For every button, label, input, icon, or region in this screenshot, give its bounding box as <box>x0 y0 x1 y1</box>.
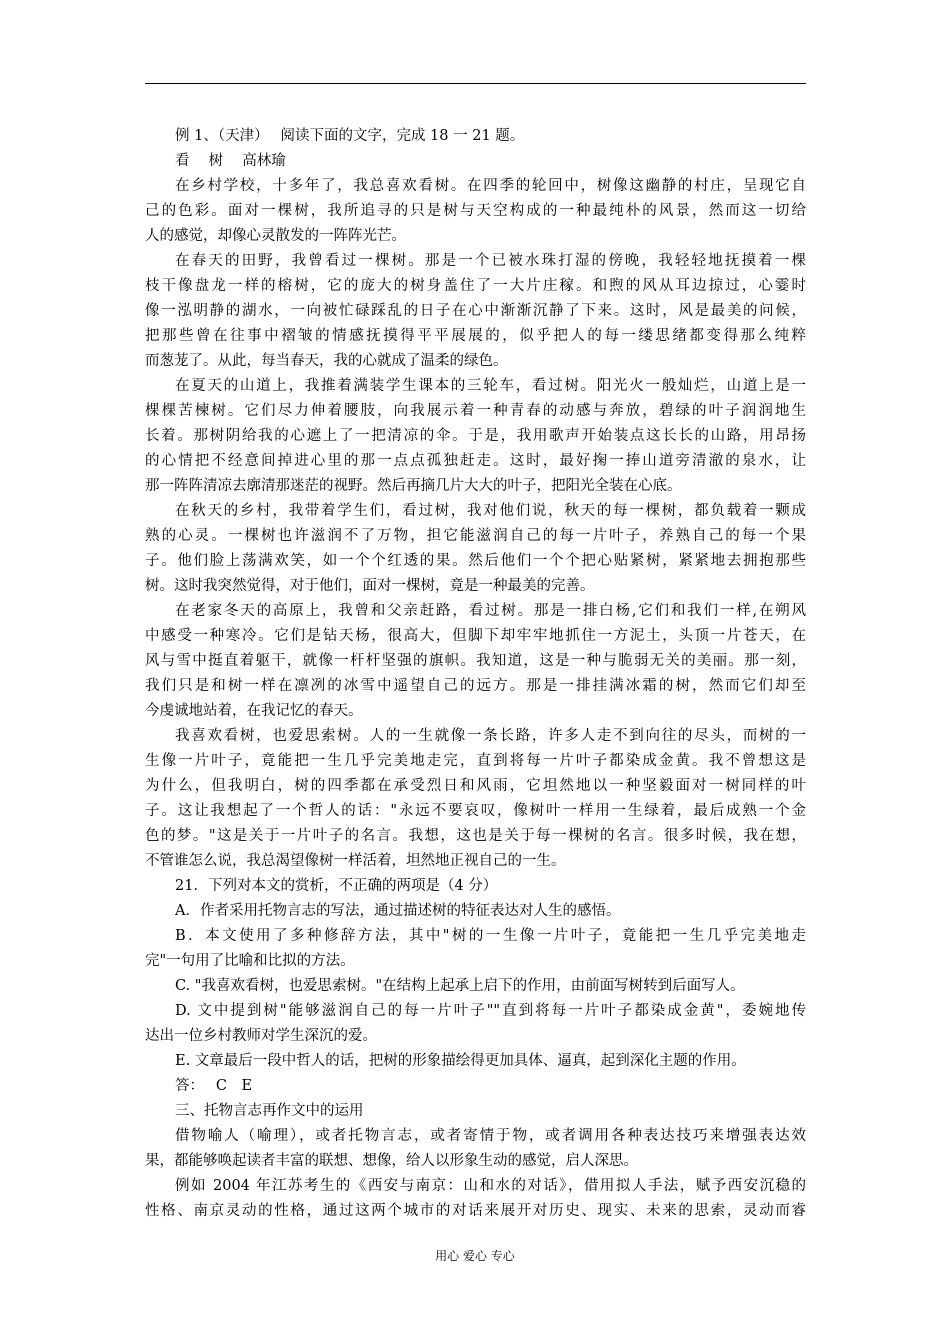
text-line: 今虔诚地站着，在我记忆的春天。 <box>145 703 363 719</box>
text-line: 人的感觉，却像心灵散发的一阵阵光芒。 <box>145 228 406 244</box>
text-line: 看 树 高林瑜 <box>175 153 286 169</box>
text-line: 果，都能够唤起读者丰富的联想、想像，给人以形象生动的感觉，启人深思。 <box>145 1153 638 1169</box>
text-line: 风与雪中挺直着躯干，就像一杆杆坚强的旗帜。我知道，这是一种与脆弱无关的美丽。那一刻， <box>145 653 806 669</box>
text-line: 把那些曾在往事中褶皱的情感抚摸得平平展展的，似乎把人的每一缕思绪都变得那么纯粹 <box>145 328 806 344</box>
text-line: 中感受一种寒冷。它们是钻天杨，很高大，但脚下却牢牢地抓住一方泥土，头顶一片苍天，在 <box>145 628 806 644</box>
text-line: 例 1、（天津） 阅读下面的文字，完成 18 一 21 题。 <box>175 128 525 144</box>
text-line: 己的色彩。面对一棵树，我所追寻的只是树与天空构成的一种最纯朴的风景，然而这一切给 <box>145 203 806 219</box>
text-line: 的心情把不经意间掉进心里的那一点点孤独赶走。这时，最好掬一捧山道旁清澈的泉水，让 <box>145 453 806 469</box>
text-line: 在夏天的山道上，我推着满装学生课本的三轮车，看过树。阳光火一般灿烂，山道上是一 <box>175 378 806 394</box>
text-line: 三、托物言志再作文中的运用 <box>175 1103 364 1119</box>
text-line: 21．下列对本文的赏析，不正确的两项是（4 分） <box>175 878 498 894</box>
text-line: 生像一片叶子，竟能把一生几乎完美地走完，直到将每一片叶子都染成金黄。我不曾想这是 <box>145 753 806 769</box>
text-line: 而葱茏了。从此，每当春天，我的心就成了温柔的绿色。 <box>145 353 508 369</box>
text-line: 我们只是和树一样在凛冽的冰雪中遥望自己的远方。那是一排挂满冰霜的树，然而它们却至 <box>145 678 806 694</box>
text-line: C. "我喜欢看树，也爱思索树。"在结构上起承上启下的作用，由前面写树转到后面写人。 <box>175 978 745 994</box>
text-line: 在春天的田野，我曾看过一棵树。那是一个已被水珠打湿的傍晚，我轻轻地抚摸着一棵 <box>175 253 806 269</box>
text-line: A．作者采用托物言志的写法，通过描述树的特征表达对人生的感悟。 <box>175 903 621 919</box>
text-line: 在秋天的乡村，我带着学生们，看过树，我对他们说，秋天的每一棵树，都负载着一颗成 <box>175 503 806 519</box>
text-line: 在乡村学校，十多年了，我总喜欢看树。在四季的轮回中，树像这幽静的村庄，呈现它自 <box>175 178 806 194</box>
text-line: B．本文使用了多种修辞方法，其中"树的一生像一片叶子，竟能把一生几乎完美地走 <box>175 928 806 944</box>
header-rule <box>145 83 806 84</box>
text-line: 性格、南京灵动的性格，通过这两个城市的对话来展开对历史、现实、未来的思索，灵动而睿 <box>145 1203 806 1219</box>
text-line: 例如 2004 年江苏考生的《西安与南京：山和水的对话》，借用拟人手法，赋予西安沉稳的 <box>175 1178 806 1194</box>
text-line: 棵棵苦楝树。它们尽力伸着腰肢，向我展示着一种青春的动感与奔放，碧绿的叶子润润地生 <box>145 403 806 419</box>
text-line: 完"一句用了比喻和比拟的方法。 <box>145 953 355 969</box>
text-line: 枝干像盘龙一样的榕树，它的庞大的树身盖住了一大片庄稼。和煦的风从耳边掠过，心霎时 <box>145 278 806 294</box>
document-body <box>145 124 806 1224</box>
text-line: D. 文中提到树"能够滋润自己的每一片叶子""直到将每一片叶子都染成金黄"，委婉地传 <box>175 1003 806 1019</box>
text-line: 色的梦。"这是关于一片叶子的名言。我想，这也是关于每一棵树的名言。很多时候，我在想， <box>145 828 806 844</box>
text-line: E. 文章最后一段中哲人的话，把树的形象描绘得更加具体、逼真，起到深化主题的作用。 <box>175 1053 746 1069</box>
text-line: 熟的心灵。一棵树也许滋润不了万物，担它能滋润自己的每一片叶子，养熟自己的每一个果 <box>145 528 806 544</box>
text-line: 树。这时我突然觉得，对于他们，面对一棵树，竟是一种最美的完善。 <box>145 578 595 594</box>
text-line: 子。这让我想起了一个哲人的话："永远不要哀叹，像树叶一样用一生绿着，最后成熟一个金 <box>145 803 806 819</box>
text-line: 像一泓明静的湖水，一向被忙碌踩乱的日子在心中渐渐沉静了下来。这时，风是最美的问候， <box>145 303 806 319</box>
text-line: 为什么，但我明白，树的四季都在承受烈日和风雨，它坦然地以一种坚毅面对一树同样的叶 <box>145 778 806 794</box>
text-line: 答： C E <box>175 1078 253 1094</box>
text-line: 长着。那树阴给我的心遮上了一把清凉的伞。于是，我用歌声开始装点这长长的山路，用昂扬 <box>145 428 806 444</box>
text-line: 子。他们脸上荡满欢笑，如一个个红透的果。然后他们一个个把心贴紧树，紧紧地去拥抱那些 <box>145 553 806 569</box>
text-line: 那一阵阵清凉去廓清那迷茫的视野。然后再摘几片大大的叶子，把阳光全装在心底。 <box>145 478 682 494</box>
text-line: 不管谁怎么说，我总渴望像树一样活着，坦然地正视自己的一生。 <box>145 853 566 869</box>
page-footer: 用心 爱心 专心 <box>435 1249 515 1263</box>
text-line: 借物喻人（喻理），或者托物言志，或者寄情于物，或者调用各种表达技巧来增强表达效 <box>175 1128 806 1144</box>
text-line: 达出一位乡村教师对学生深沉的爱。 <box>145 1028 377 1044</box>
text-line: 在老家冬天的高原上，我曾和父亲赶路，看过树。那是一排白杨,它们和我们一样,在朔风 <box>175 603 806 619</box>
text-line: 我喜欢看树，也爱思索树。人的一生就像一条长路，许多人走不到向往的尽头，而树的一 <box>175 728 806 744</box>
